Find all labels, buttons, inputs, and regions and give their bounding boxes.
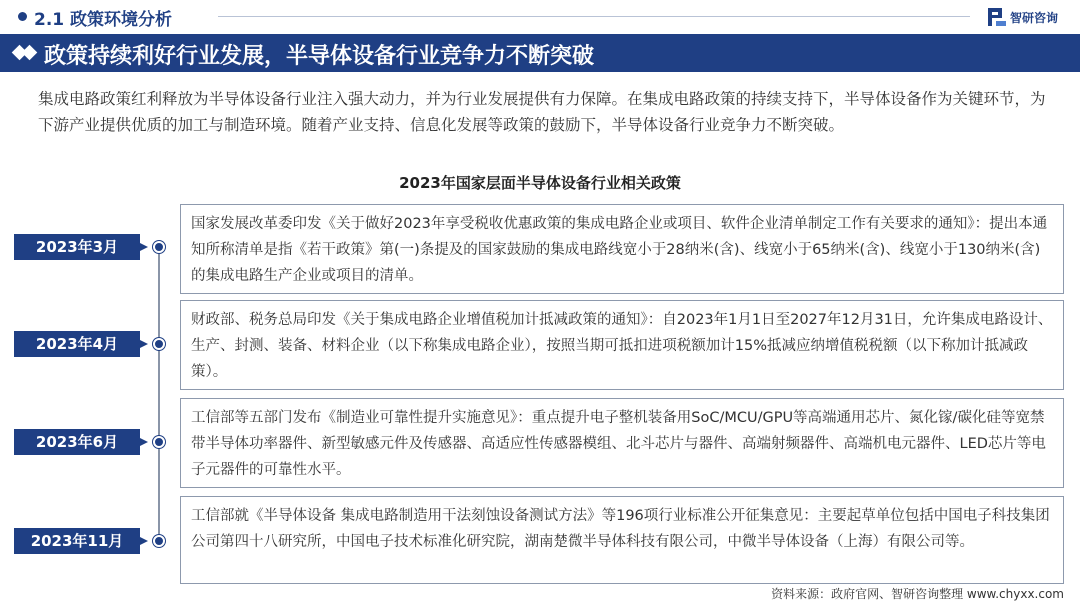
source-note: 资料来源：政府官网、智研咨询整理 www.chyxx.com [771,587,1064,601]
policy-card: 工信部等五部门发布《制造业可靠性提升实施意见》：重点提升电子整机装备用SoC/MCU/GPU等高端通用芯片、氮化镓/碳化硅等宽禁带半导体功率器件、新型敏感元件及传感器、高适应性传感器模组、北斗芯片与器件、高端射频器件、高端机电元器件、LED芯片等电子元器件的可靠性水平。 [180,398,1064,488]
timeline-date: 2023年3月 [14,234,140,260]
timeline-axis [158,246,160,542]
banner-title: 政策持续利好行业发展，半导体设备行业竞争力不断突破 [44,44,595,69]
top-bar [0,0,1080,34]
diamond-bullets-icon [12,43,40,63]
timeline-date: 2023年4月 [14,331,140,357]
timeline-node-icon [153,535,165,547]
chyxx-logo-icon [988,8,1006,26]
timeline-node-icon [153,241,165,253]
header-divider [218,16,970,17]
timeline-node-icon [153,338,165,350]
brand [988,7,1058,27]
brand-name: 智研咨询 [1010,10,1059,25]
title-banner [0,34,1080,72]
timeline-title: 2023年国家层面半导体设备行业相关政策 [399,174,681,192]
timeline-date: 2023年6月 [14,429,140,455]
timeline-node-icon [153,436,165,448]
policy-card: 工信部就《半导体设备 集成电路制造用干法刻蚀设备测试方法》等196项行业标准公开征集意见：主要起草单位包括中国电子科技集团公司第四十八研究所，中国电子技术标准化研究院，湖南楚微半导体科技有限公司，中微半导体设备（上海）有限公司等。 [180,496,1064,584]
policy-card: 财政部、税务总局印发《关于集成电路企业增值税加计抵减政策的通知》：自2023年1月1日至2027年12月31日，允许集成电路设计、生产、封测、装备、材料企业（以下称集成电路企业），按照当期可抵扣进项税额加计15%抵减应纳增值税税额（以下称加计抵减政策）。 [180,300,1064,390]
timeline-date: 2023年11月 [14,528,140,554]
section-label: 2.1 政策环境分析 [34,10,173,30]
policy-card: 国家发展改革委印发《关于做好2023年享受税收优惠政策的集成电路企业或项目、软件企业清单制定工作有关要求的通知》：提出本通知所称清单是指《若干政策》第(一)条提及的国家鼓励的集成电路线宽小于28纳米(含)、线宽小于65纳米(含)、线宽小于130纳米(含)的集成电路生产企业或项目的清单。 [180,204,1064,294]
section-bullet-icon [18,12,27,21]
intro-paragraph: 集成电路政策红利释放为半导体设备行业注入强大动力，并为行业发展提供有力保障。在集成电路政策的持续支持下，半导体设备作为关键环节，为下游产业提供优质的加工与制造环境。随着产业支持、信息化发展等政策的鼓励下，半导体设备行业竞争力不断突破。 [38,90,1046,134]
